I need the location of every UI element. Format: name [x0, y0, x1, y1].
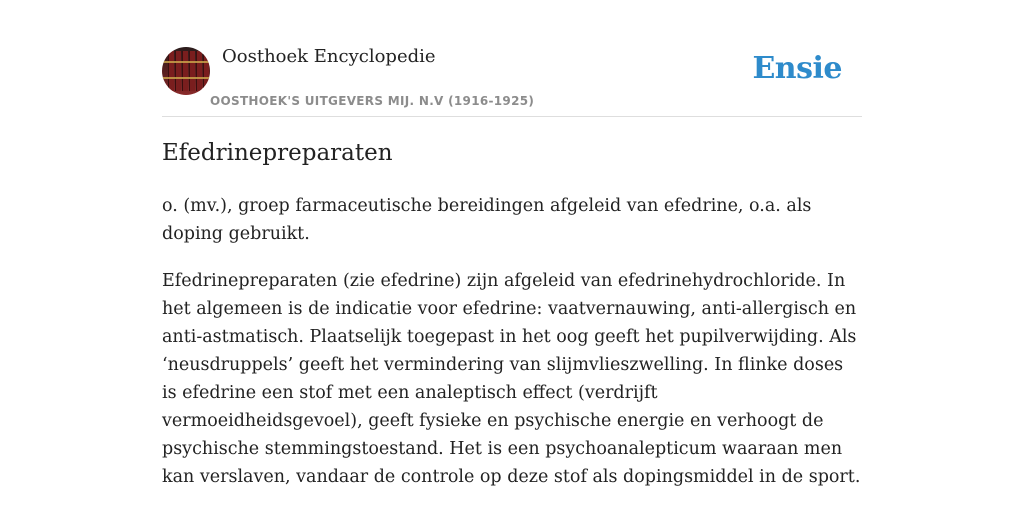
page-container	[162, 0, 862, 487]
source-header	[162, 0, 862, 117]
article-paragraph-1: o. (mv.), groep farmaceutische bereidingen afgeleid van efedrine, o.a. als doping gebruikt.	[162, 196, 812, 244]
source-title-link[interactable]: Oosthoek Encyclopedie	[222, 46, 436, 67]
article-title: Efedrinepreparaten	[162, 140, 393, 166]
source-avatar[interactable]	[162, 47, 210, 95]
article-paragraph-2: Efedrinepreparaten (zie efedrine) zijn afgeleid van efedrinehydrochloride. In het algemeen is de indicatie voor efedrine: vaatvernauwing, anti-allergisch en anti-astmatisch. Plaatselijk toegepast in het oog geeft het pupilverwijding. Als ‘neusdruppels’ geeft het vermindering van slijmvlieszwelling. In flinke doses is efedrine een stof met een analeptisch effect (verdrijft vermoeidheidsgevoel), geeft fysieke en psychische energie en verhoogt de psychische stemmingstoestand. Het is een psychoanalepticum waaraan men kan verslaven, vandaar de controle op deze stof als dopingsmiddel in de sport.	[162, 271, 861, 487]
ensie-logo[interactable]: Ensie	[752, 51, 842, 86]
publisher-label: OOSTHOEK'S UITGEVERS MIJ. N.V (1916-1925)	[210, 94, 535, 108]
